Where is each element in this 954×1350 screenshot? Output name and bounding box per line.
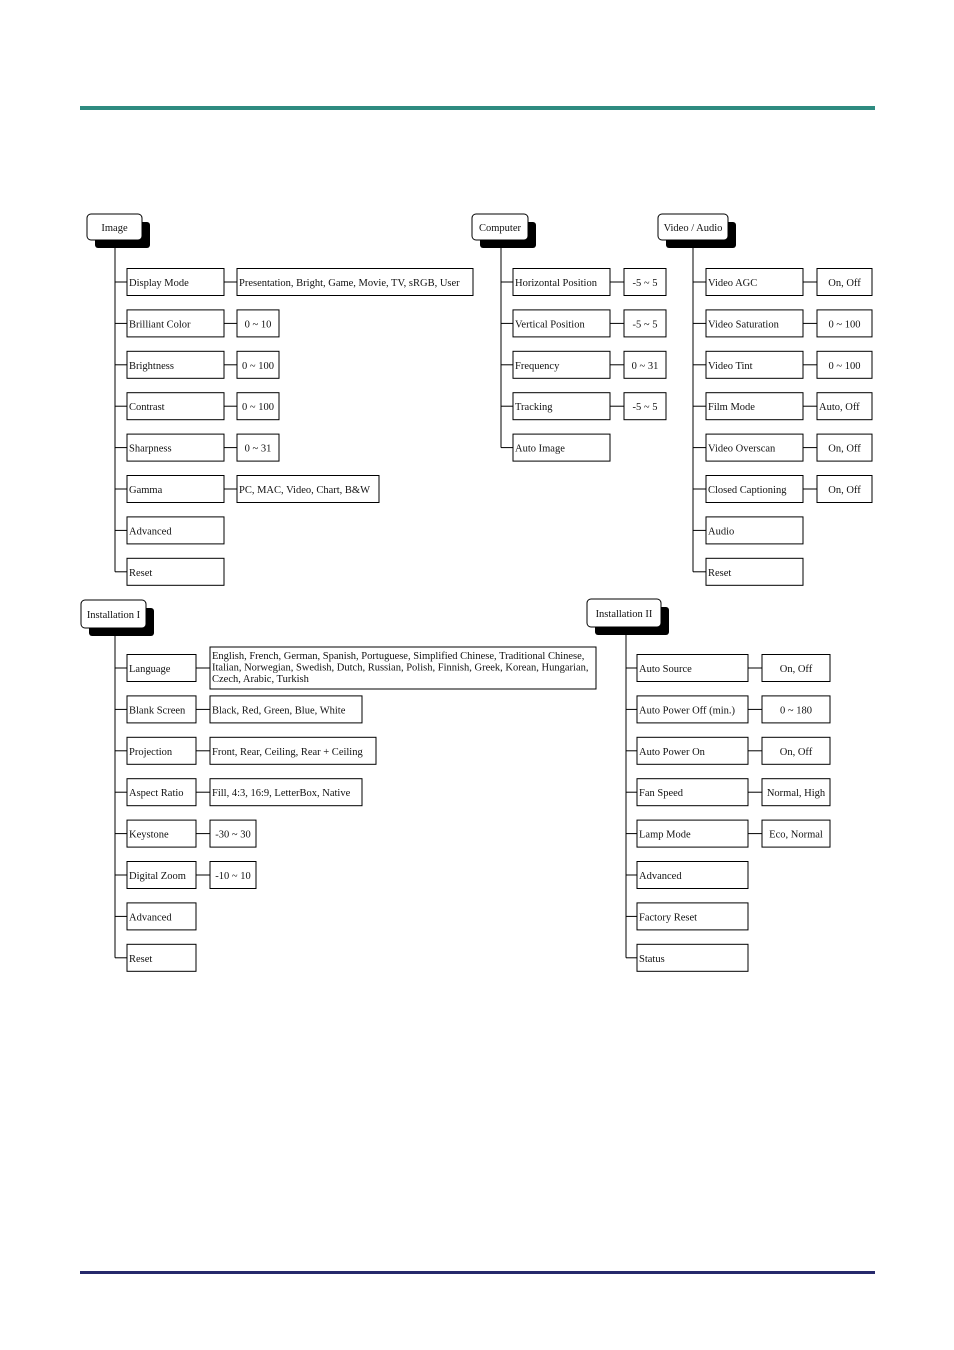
installation1-item-reset: Reset: [129, 953, 153, 965]
installation1-item-aspect-ratio: Aspect Ratio: [129, 788, 184, 800]
image-item-gamma-value: PC, MAC, Video, Chart, B&W: [239, 485, 371, 496]
video-audio-item-film-mode-value: Auto, Off: [819, 402, 860, 414]
installation1-item-language-value-line-2: Italian, Norwegian, Swedish, Dutch, Russian, Polish, Finnish, Greek, Korean, Hungarian,: [212, 662, 589, 674]
installation1-title: Installation I: [86, 610, 141, 621]
installation2-item-lamp-mode-value: Eco, Normal: [769, 829, 823, 841]
video-audio-item-video-tint: Video Tint: [708, 360, 753, 372]
video-audio-item-reset: Reset: [708, 567, 732, 579]
installation2-item-auto-power-on: Auto Power On: [639, 746, 705, 758]
image-item-reset: Reset: [129, 567, 153, 579]
video-audio-title-group: [658, 214, 736, 248]
image-item-advanced: Advanced: [129, 526, 172, 538]
installation2-title-group: [587, 599, 669, 635]
video-audio-item-video-saturation-value: 0 ~ 100: [828, 319, 861, 331]
video-audio-item-closed-captioning-value: On, Off: [828, 485, 861, 496]
video-audio-item-video-saturation: Video Saturation: [708, 319, 779, 331]
footer-rule: [80, 1271, 875, 1274]
video-audio-item-video-tint-value: 0 ~ 100: [828, 360, 861, 372]
computer-item-frequency-value: 0 ~ 31: [631, 360, 659, 372]
installation1-item-digital-zoom-value: -10 ~ 10: [215, 871, 251, 882]
image-item-sharpness-value: 0 ~ 31: [244, 443, 272, 455]
image-item-contrast: Contrast: [129, 402, 165, 414]
image-item-brilliant-color: Brilliant Color: [129, 319, 191, 331]
computer-item-vertical-position: Vertical Position: [515, 319, 585, 331]
installation1-item-blank-screen-value: Black, Red, Green, Blue, White: [212, 705, 346, 717]
video-audio-title: Video / Audio: [663, 223, 723, 234]
installation2-item-auto-power-off-min-value: 0 ~ 180: [780, 705, 812, 717]
installation2-item-auto-source: Auto Source: [639, 664, 692, 675]
computer-item-auto-image: Auto Image: [515, 443, 565, 455]
image-item-brightness: Brightness: [129, 360, 174, 372]
image-item-sharpness: Sharpness: [129, 443, 172, 455]
installation2-item-fan-speed-value: Normal, High: [766, 788, 826, 800]
computer-item-horizontal-position-value: -5 ~ 5: [632, 278, 658, 289]
image-item-gamma: Gamma: [129, 485, 163, 496]
installation1-item-keystone: Keystone: [129, 829, 169, 841]
image-item-brightness-value: 0 ~ 100: [242, 360, 274, 372]
image-item-display-mode-value: Presentation, Bright, Game, Movie, TV, sRGB, User: [239, 278, 460, 289]
computer-title-group: [472, 214, 536, 248]
computer-item-tracking: Tracking: [515, 402, 553, 414]
computer-item-frequency: Frequency: [515, 360, 560, 372]
installation2-item-auto-power-off-min: Auto Power Off (min.): [639, 705, 736, 717]
installation2-item-auto-power-on-value: On, Off: [779, 746, 813, 758]
installation2-title: Installation II: [595, 609, 653, 620]
installation1-item-digital-zoom: Digital Zoom: [129, 871, 186, 882]
installation1-item-projection-value: Front, Rear, Ceiling, Rear + Ceiling: [212, 746, 363, 758]
installation1-item-advanced: Advanced: [129, 912, 172, 924]
installation2-item-fan-speed: Fan Speed: [639, 788, 684, 800]
computer-item-horizontal-position: Horizontal Position: [515, 278, 597, 289]
image-item-display-mode: Display Mode: [129, 278, 189, 289]
computer-item-vertical-position-value: -5 ~ 5: [632, 319, 658, 331]
image-title: Image: [101, 223, 128, 234]
installation2-item-auto-source-value: On, Off: [779, 664, 813, 675]
installation2-item-status: Status: [639, 953, 665, 965]
installation1-item-keystone-value: -30 ~ 30: [215, 829, 251, 841]
computer-item-tracking-value: -5 ~ 5: [632, 402, 658, 414]
image-item-brilliant-color-value: 0 ~ 10: [244, 319, 272, 331]
installation1-item-language-value-line-1: English, French, German, Spanish, Portuguese, Simplified Chinese, Traditional Chinese,: [212, 651, 585, 662]
installation1-title-group: [81, 600, 154, 636]
installation1-item-blank-screen: Blank Screen: [129, 705, 186, 717]
video-audio-item-video-agc-value: On, Off: [828, 278, 861, 289]
video-audio-item-video-overscan-value: On, Off: [828, 443, 861, 455]
video-audio-item-video-overscan: Video Overscan: [708, 443, 776, 455]
installation1-item-aspect-ratio-value: Fill, 4:3, 16:9, LetterBox, Native: [212, 788, 351, 800]
installation1-item-projection: Projection: [129, 746, 173, 758]
installation2-item-lamp-mode: Lamp Mode: [639, 829, 691, 841]
installation2-item-advanced: Advanced: [639, 871, 682, 882]
image-title-group: [87, 214, 150, 248]
installation1-item-language: Language: [129, 664, 171, 675]
installation2-item-factory-reset: Factory Reset: [639, 912, 698, 924]
installation1-item-language-value-line-3: Czech, Arabic, Turkish: [212, 674, 309, 685]
video-audio-item-closed-captioning: Closed Captioning: [708, 485, 787, 496]
video-audio-item-film-mode: Film Mode: [708, 402, 755, 414]
image-item-contrast-value: 0 ~ 100: [242, 402, 274, 414]
computer-title: Computer: [479, 223, 521, 234]
video-audio-item-audio: Audio: [708, 526, 735, 538]
video-audio-item-video-agc: Video AGC: [708, 278, 758, 289]
